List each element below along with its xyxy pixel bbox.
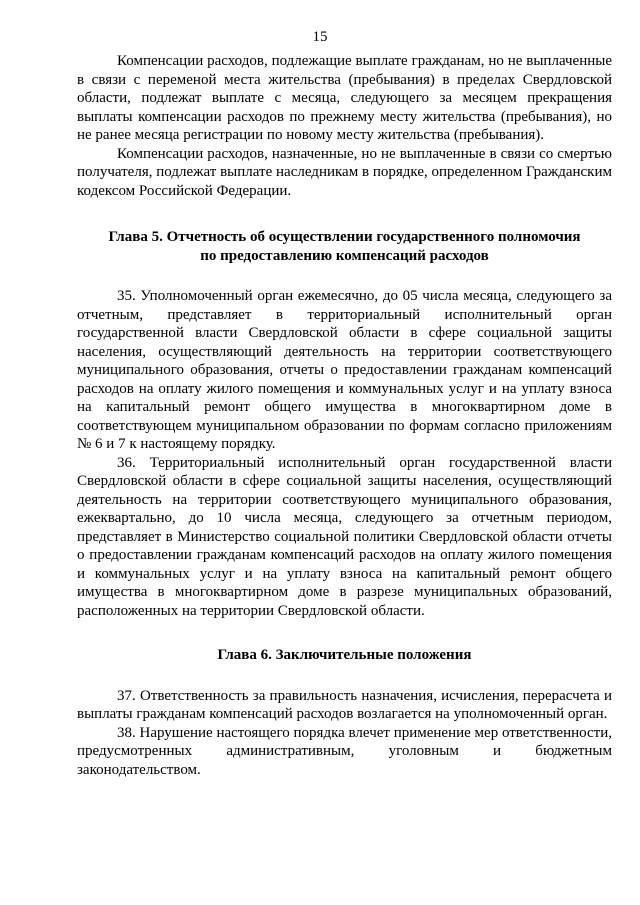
paragraph-38: 38. Нарушение настоящего порядка влечет применение мер ответственности, предусмотренных административным, уголовным и бюджетным законодательством. xyxy=(77,724,612,778)
page-number: 15 xyxy=(312,29,328,45)
paragraph-36: 36. Территориальный исполнительный орган государственной власти Свердловской области в сфере социальной защиты населения, осуществляющий деятельность на территории соответствующего муниципального образования, ежеквартально, до 10 числа месяца, следующего за отчетным периодом, представляет в Министерство социальной политики Свердловской области отчеты о предоставлении гражданам компенсаций расходов на оплату жилого помещения и коммунальных услуг и на уплату взноса на капитальный ремонт общего имущества в многоквартирном доме в разрезе муниципальных образований, расположенных на территории Свердловской области. xyxy=(77,454,612,619)
paragraph-35: 35. Уполномоченный орган ежемесячно, до 05 числа месяца, следующего за отчетным, представляет в территориальный исполнительный орган государственной власти Свердловской области в сфере социальной защиты населения, осуществляющий деятельность на территории соответствующего муниципального образования, отчеты о предоставлении гражданам компенсаций расходов на оплату жилого помещения и коммунальных услуг и на уплату взноса на капитальный ремонт общего имущества в многоквартирном доме в соответствующем муниципальном образовании по формам согласно приложениям № 6 и 7 к настоящему порядку. xyxy=(77,288,612,452)
chapter-5-heading xyxy=(77,228,612,265)
paragraph-37: 37. Ответственность за правильность назначения, исчисления, перерасчета и выплаты гражданам компенсаций расходов возлагается на уполномоченный орган. xyxy=(77,687,612,722)
chapter-5-title-line-2: по предоставлению компенсаций расходов xyxy=(200,247,489,264)
paragraph-relocation-compensation: Компенсации расходов, подлежащие выплате гражданам, но не выплаченные в связи с переменой места жительства (пребывания) в пределах Свердловской области, подлежат выплате с месяца, следующего за месяцем прекращения выплаты компенсации расходов по прежнему месту жительства (пребывания), но не ранее месяца регистрации по новому месту жительства (пребывания). xyxy=(77,53,612,143)
chapter-6-heading: Глава 6. Заключительные положения xyxy=(217,647,472,663)
paragraph-death-compensation: Компенсации расходов, назначенные, но не выплаченные в связи со смертью получателя, подлежат выплате наследникам в порядке, определенном Гражданским кодексом Российской Федерации. xyxy=(77,145,612,199)
chapter-5-title-line-1: Глава 5. Отчетность об осуществлении государственного полномочия xyxy=(108,229,581,245)
document-body xyxy=(77,52,612,779)
